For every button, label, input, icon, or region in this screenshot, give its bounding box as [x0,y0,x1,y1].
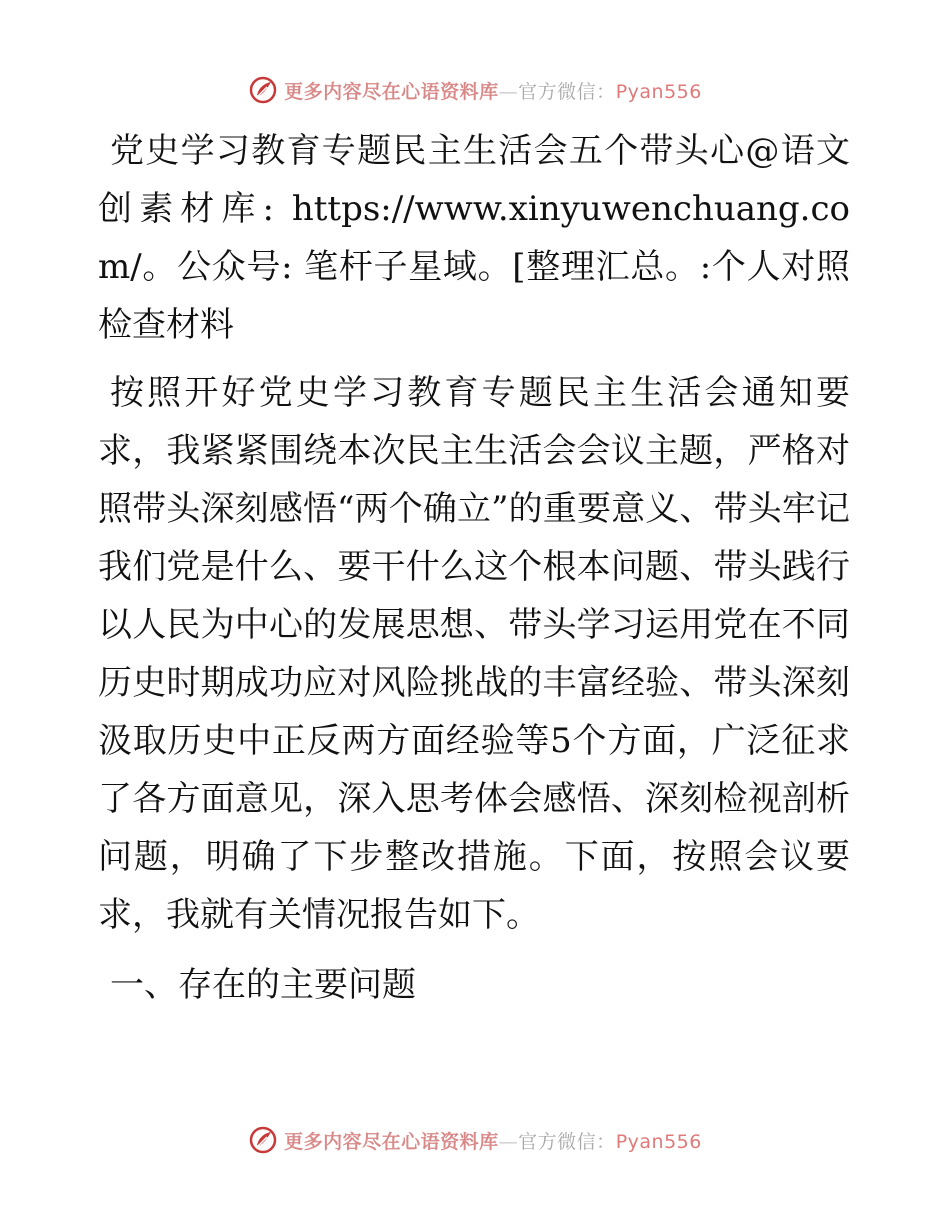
watermark-wechat-id: Pyan556 [615,80,702,103]
footer-watermark [0,1120,950,1160]
intro-paragraph: 按照开好党史学习教育专题民主生活会通知要求，我紧紧围绕本次民主生活会会议主题，严格对照带头深刻感悟“两个确立”的重要意义、带头牢记我们党是什么、要干什么这个根本问题、带头践行以人民为中心的发展思想、带头学习运用党在不同历史时期成功应对风险挑战的丰富经验、带头深刻汲取历史中正反两方面经验等5个方面，广泛征求了各方面意见，深入思考体会感悟、深刻检视剖析问题，明确了下步整改措施。下面，按照会议要求，我就有关情况报告如下。 [98,373,850,935]
document-title: 党史学习教育专题民主生活会五个带头心@语文创素材库: https://www.xinyuwenchuang.com/。公众号: 笔杆子星域。[整理汇总。:个人对照检查材料 [98,131,850,345]
watermark-separator: — [498,1130,519,1153]
watermark-site: 更多内容尽在心语资料库 [284,1130,499,1153]
watermark-official-label: 官方微信： [518,80,616,103]
watermark-text [284,77,702,104]
watermark-separator: — [498,80,519,103]
flame-leaf-logo-icon [248,75,278,105]
watermark-wechat-id: Pyan556 [615,1130,702,1153]
watermark-site: 更多内容尽在心语资料库 [284,80,499,103]
header-watermark [0,70,950,110]
document-body [98,122,850,1014]
watermark-official-label: 官方微信： [518,1130,616,1153]
watermark-text [284,1127,702,1154]
section-heading: 一、存在的主要问题 [110,965,416,1005]
flame-leaf-logo-icon [248,1125,278,1155]
